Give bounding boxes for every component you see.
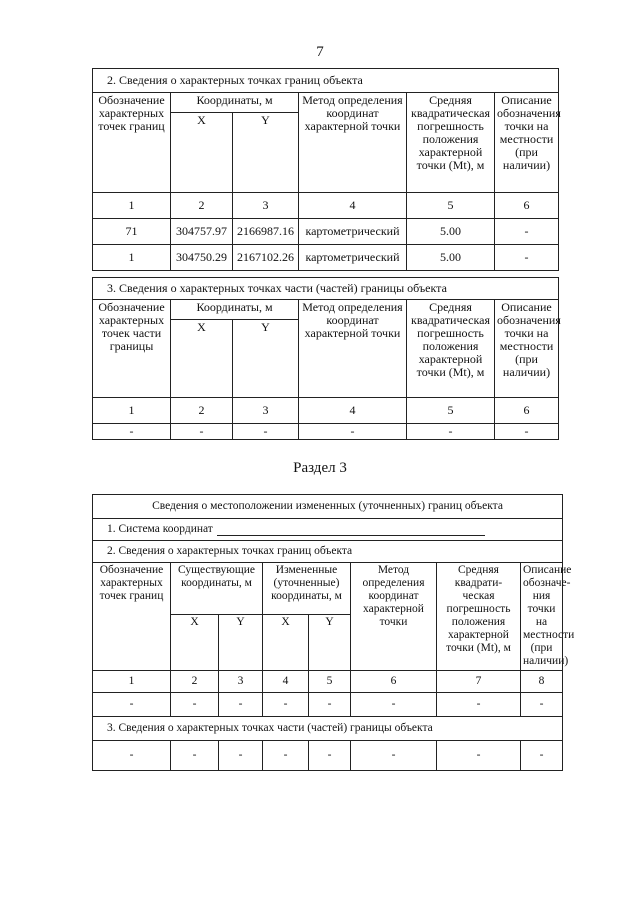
header-description: Описание обозначе-ния точки на местности (при наличии) (521, 563, 563, 671)
column-number: 3 (233, 398, 299, 424)
column-number: 2 (171, 193, 233, 219)
header-designation: Обозначение характерных точек границ (93, 563, 171, 671)
header-y-existing: Y (219, 615, 263, 671)
header-coordinates: Координаты, м (171, 93, 299, 113)
cell: - (219, 741, 263, 771)
cell: - (171, 693, 219, 717)
cell-description: - (495, 424, 559, 440)
header-designation: Обозначение характерных точек границ (93, 93, 171, 193)
table-title: Сведения о местоположении измененных (уточненных) границ объекта (93, 495, 563, 519)
cell: - (521, 693, 563, 717)
coordinate-system-row (93, 519, 563, 541)
column-number: 4 (299, 193, 407, 219)
column-number: 5 (407, 193, 495, 219)
table-subtitle: 3. Сведения о характерных точках части (частей) границы объекта (93, 717, 563, 741)
cell: - (309, 693, 351, 717)
column-number: 6 (351, 671, 437, 693)
section-title: Раздел 3 (293, 460, 347, 476)
cell-method: - (299, 424, 407, 440)
column-number: 6 (495, 398, 559, 424)
header-coordinates: Координаты, м (171, 300, 299, 320)
header-x-changed: X (263, 615, 309, 671)
cell: - (263, 741, 309, 771)
cell-method: картометрический (299, 219, 407, 245)
cell: - (219, 693, 263, 717)
header-description: Описание обозначения точки на местности (при наличии) (495, 93, 559, 193)
cell: - (263, 693, 309, 717)
header-method: Метод определения координат характерной точки (351, 563, 437, 671)
cell: - (351, 693, 437, 717)
column-number: 1 (93, 398, 171, 424)
cell: - (309, 741, 351, 771)
cell: - (437, 693, 521, 717)
cell-x: - (171, 424, 233, 440)
column-number: 8 (521, 671, 563, 693)
boundary-part-points-table (92, 277, 559, 440)
cell-point: 71 (93, 219, 171, 245)
column-number: 4 (299, 398, 407, 424)
page-number: 7 (316, 44, 324, 60)
cell-error: 5.00 (407, 245, 495, 271)
column-number: 1 (93, 193, 171, 219)
header-y: Y (233, 320, 299, 398)
cell-error: 5.00 (407, 219, 495, 245)
cell-description: - (495, 219, 559, 245)
header-error: Средняя квадратическая погрешность положения характерной точки (Mt), м (407, 300, 495, 398)
header-existing-coordinates: Существующие координаты, м (171, 563, 263, 615)
header-method: Метод определения координат характерной точки (299, 93, 407, 193)
coordinate-system-label: 1. Система координат (107, 523, 213, 535)
cell-error: - (407, 424, 495, 440)
cell: - (93, 693, 171, 717)
column-number: 3 (233, 193, 299, 219)
column-number: 2 (171, 671, 219, 693)
cell-x: 304757.97 (171, 219, 233, 245)
table-row (93, 693, 563, 717)
cell-x: 304750.29 (171, 245, 233, 271)
cell: - (351, 741, 437, 771)
header-y-changed: Y (309, 615, 351, 671)
header-error: Средняя квадратическая погрешность положения характерной точки (Mt), м (407, 93, 495, 193)
column-number: 4 (263, 671, 309, 693)
table-row (93, 245, 559, 271)
header-y: Y (233, 113, 299, 193)
cell-y: 2167102.26 (233, 245, 299, 271)
header-changed-coordinates: Измененные (уточненные) координаты, м (263, 563, 351, 615)
table-row (93, 741, 563, 771)
header-error: Средняя квадрати-ческая погрешность положения характерной точки (Mt), м (437, 563, 521, 671)
cell-method: картометрический (299, 245, 407, 271)
column-number: 5 (309, 671, 351, 693)
column-number: 5 (407, 398, 495, 424)
cell: - (171, 741, 219, 771)
header-x: X (171, 113, 233, 193)
header-description: Описание обозначения точки на местности (при наличии) (495, 300, 559, 398)
boundary-points-table (92, 68, 559, 271)
column-number: 2 (171, 398, 233, 424)
table-subtitle: 2. Сведения о характерных точках границ объекта (93, 541, 563, 563)
header-designation: Обозначение характерных точек части границы (93, 300, 171, 398)
table-title: 2. Сведения о характерных точках границ объекта (93, 69, 559, 93)
cell-point: 1 (93, 245, 171, 271)
cell-point: - (93, 424, 171, 440)
coordinate-system-blank (217, 524, 485, 536)
table-row (93, 424, 559, 440)
cell: - (437, 741, 521, 771)
header-x-existing: X (171, 615, 219, 671)
column-number: 1 (93, 671, 171, 693)
cell-y: 2166987.16 (233, 219, 299, 245)
cell: - (93, 741, 171, 771)
header-x: X (171, 320, 233, 398)
changed-boundaries-table (92, 494, 575, 771)
column-number: 7 (437, 671, 521, 693)
column-number: 6 (495, 193, 559, 219)
table-title: 3. Сведения о характерных точках части (частей) границы объекта (93, 278, 559, 300)
table-row (93, 219, 559, 245)
cell-description: - (495, 245, 559, 271)
column-number: 3 (219, 671, 263, 693)
header-method: Метод определения координат характерной точки (299, 300, 407, 398)
cell-y: - (233, 424, 299, 440)
cell: - (521, 741, 563, 771)
